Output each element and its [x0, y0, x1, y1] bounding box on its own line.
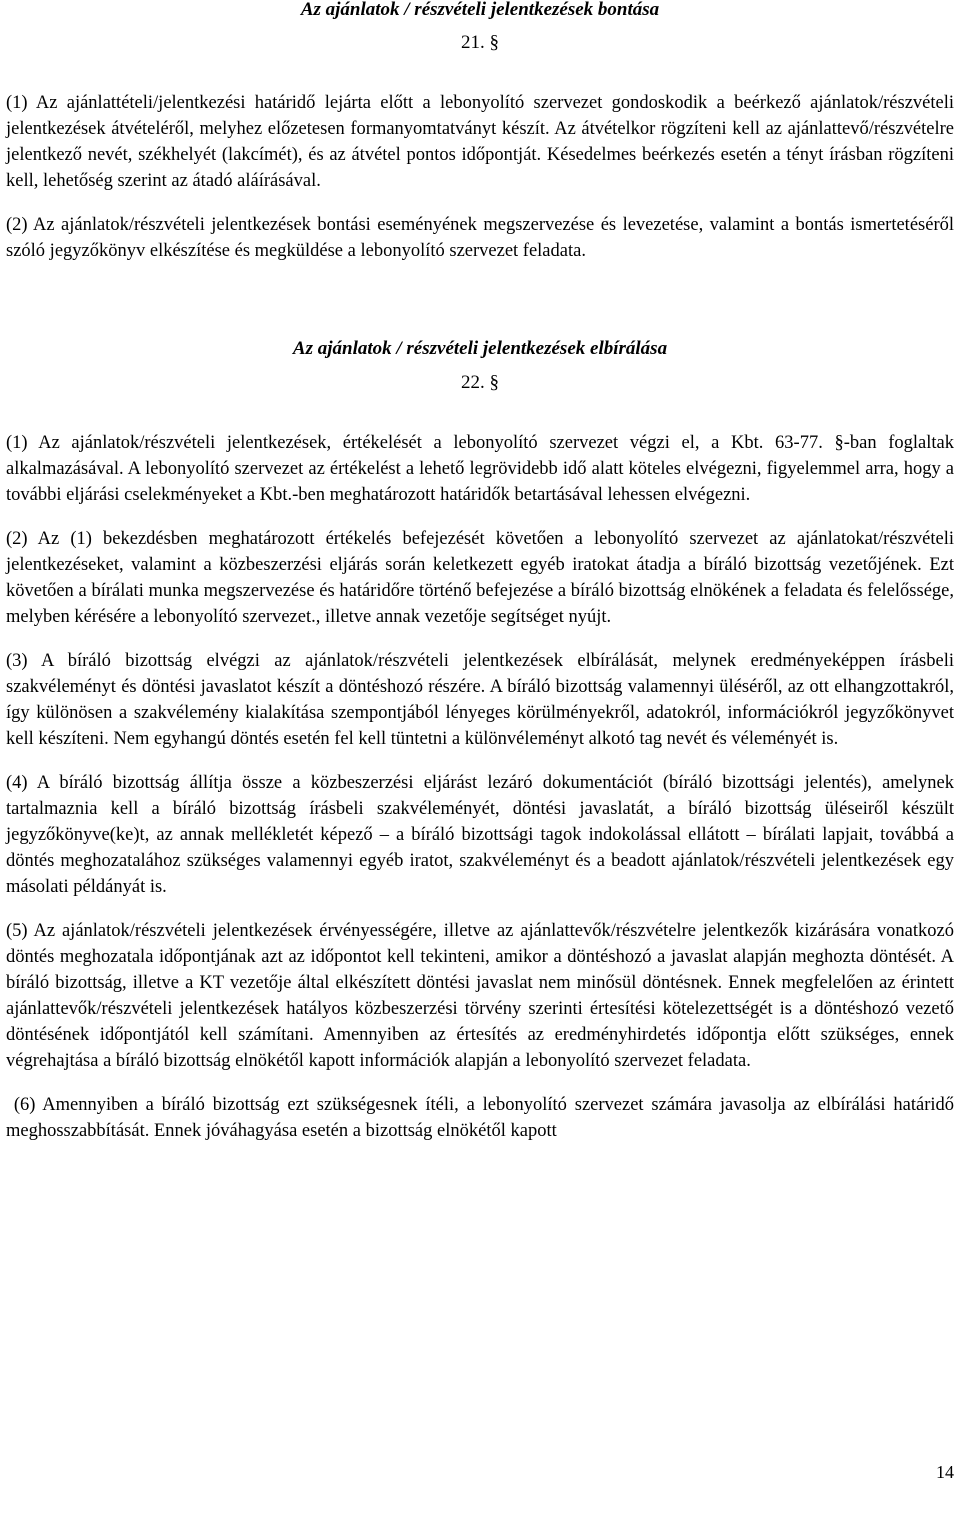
section-21-number: 21. § — [461, 32, 499, 53]
section-22-paragraph-2: (2) Az (1) bekezdésben meghatározott értékelés befejezését követően a lebonyolító szervezet az ajánlatokat/részvételi jelentkezéseket, valamint a közbeszerzési eljárás során keletkezett egyéb iratokat átadja a bíráló bizottság vezetőjének. Ezt követően a bírálati munka megszervezése és határidőre történő befejezése a bíráló bizottság elnökének a feladata és felelőssége, melyben kérésére a lebonyolító szervezet., illetve annak vezetője segítséget nyújt. — [6, 529, 954, 627]
section-22-number: 22. § — [461, 372, 499, 393]
section-22-paragraph-1: (1) Az ajánlatok/részvételi jelentkezések, értékelését a lebonyolító szervezet végzi el, a Kbt. 63-77. §-ban foglaltak alkalmazásával. A lebonyolító szervezet az értékelést a lehető legrövidebb idő alatt köteles elvégezni, figyelemmel arra, hogy a további eljárási cselekményeket a Kbt.-ben meghatározott határidők betartásával lehessen elvégezni. — [6, 433, 954, 505]
section-21-paragraph-2: (2) Az ajánlatok/részvételi jelentkezések bontási eseményének megszervezése és levezetése, valamint a bontás ismertetéséről szóló jegyzőkönyv elkészítése és megküldése a lebonyolító szervezet feladata. — [6, 215, 954, 261]
section-22-paragraph-6: (6) Amennyiben a bíráló bizottság ezt szükségesnek ítéli, a lebonyolító szervezet számára javasolja az elbírálási határidő meghosszabbítását. Ennek jóváhagyása esetén a bizottság elnökétől kapott — [6, 1095, 959, 1141]
section-22-paragraph-3: (3) A bíráló bizottság elvégzi az ajánlatok/részvételi jelentkezések elbírálását, melynek eredményeképpen írásbeli szakvéleményt és döntési javaslatot készít a döntéshozó részére. A bíráló bizottság valamennyi üléséről, az ott elhangzottakról, így különösen a szakvélemény kialakítása szempontjából lényeges körülményekről, adatokról, információkról jegyzőkönyvet kell készíteni. Nem egyhangú döntés esetén fel kell tüntetni a különvéleményt alkotó tag nevét és véleményét is. — [6, 651, 954, 749]
section-22-paragraph-5: (5) Az ajánlatok/részvételi jelentkezések érvényességére, illetve az ajánlattevők/részvételre jelentkezők kizárására vonatkozó döntés meghozatala időpontjának azt az időpontot kell tekinteni, amikor a döntéshozó a javaslat alapján meghozta döntését. A bíráló bizottság, illetve a KT vezetője által elkészített döntési javaslat nem minősül döntésnek. Ennek megfelelően az érintett ajánlattevők/részvételi jelentkezések hatályos közbeszerzési törvény szerinti értesítési kötelezettségét is a döntéshozó vezető döntésének időpontjától kell számítani. Amennyiben az értesítés az eredményhirdetés időpontja előtt szükséges, ennek végrehajtása a bíráló bizottság elnökétől kapott információk alapján a lebonyolító szervezet feladata. — [6, 921, 954, 1071]
section-21-heading: Az ajánlatok / részvételi jelentkezések bontása — [300, 0, 660, 20]
page-number: 14 — [936, 1462, 954, 1482]
section-21-paragraph-1: (1) Az ajánlattételi/jelentkezési határidő lejárta előtt a lebonyolító szervezet gondoskodik a beérkező ajánlatok/részvételi jelentkezések átvételéről, melyhez előzetesen formanyomtatványt készít. Az átvételkor rögzíteni kell az ajánlattevő/részvételre jelentkező nevét, székhelyét (lakcímét), és az átvétel pontos időpontját. Késedelmes beérkezés esetén a tényt írásban rögzíteni kell, lehetőség szerint az átadó aláírásával. — [6, 93, 954, 191]
document-page — [6, 0, 959, 1144]
section-22-heading: Az ajánlatok / részvételi jelentkezések elbírálása — [292, 338, 668, 359]
section-22-paragraph-4: (4) A bíráló bizottság állítja össze a közbeszerzési eljárást lezáró dokumentációt (bíráló bizottsági jelentés), amelynek tartalmaznia kell a bíráló bizottság írásbeli szakvéleményét, döntési javaslatát, a bíráló bizottság üléseiről készült jegyzőkönyve(ke)t, az annak mellékletét képező – a bíráló bizottsági tagok indokolással ellátott – bírálati lapjait, továbbá a döntés meghozatalához szükséges valamennyi egyéb iratot, szakvéleményt és a beadott ajánlatok/részvételi jelentkezések egy másolati példányát is. — [6, 773, 954, 897]
